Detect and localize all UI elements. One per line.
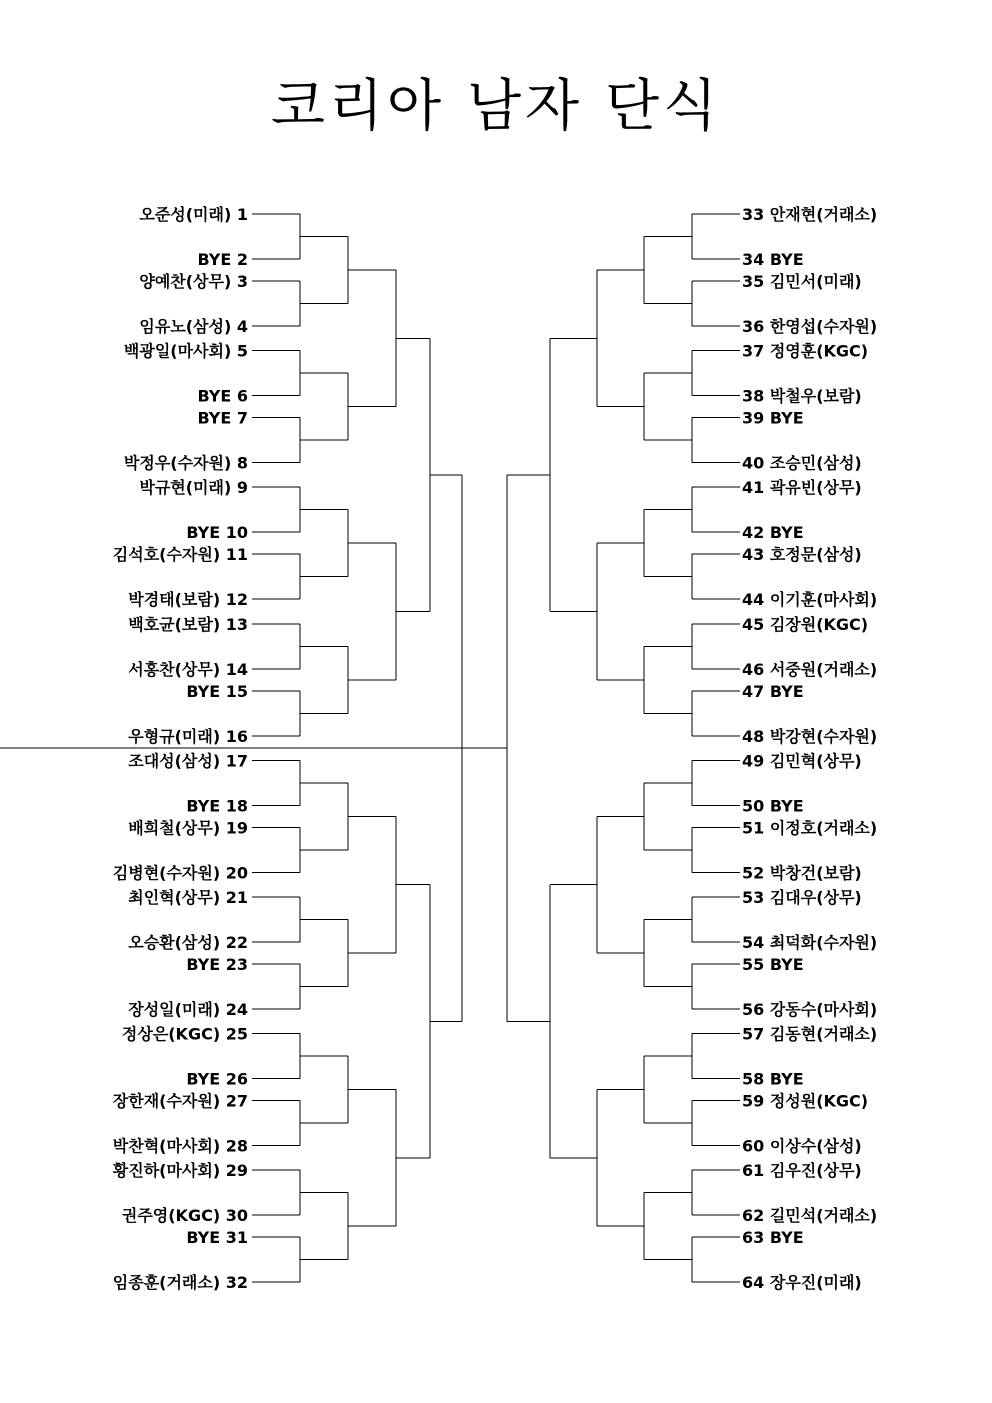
player-name: 배희철(상무): [128, 818, 221, 838]
bracket-entry: [186, 523, 248, 542]
seed-number: 62: [742, 1206, 765, 1226]
player-name: 정성원(KGC): [769, 1091, 869, 1111]
player-name: 서홍찬(상무): [128, 659, 221, 679]
bracket-entry: [139, 317, 248, 336]
bracket-entry: [742, 1206, 877, 1225]
bracket-entry: [742, 682, 804, 701]
player-name: 최덕화(수자원): [769, 933, 878, 952]
player-name: 안재현(거래소): [769, 205, 878, 224]
player-name: 양예찬(상무): [139, 272, 232, 291]
seed-number: 29: [225, 1161, 248, 1181]
player-name: BYE: [197, 386, 232, 406]
seed-number: 9: [236, 478, 248, 498]
bracket-entry: [128, 615, 248, 634]
bracket-entry: [128, 751, 248, 770]
seed-number: 56: [742, 1000, 765, 1019]
player-name: BYE: [197, 250, 232, 269]
bracket-entry: [742, 523, 804, 542]
bracket-entry: [139, 478, 248, 497]
player-name: 이상수(삼성): [769, 1136, 862, 1156]
seed-number: 37: [742, 341, 765, 361]
player-name: BYE: [186, 523, 221, 543]
player-name: 조대성(삼성): [128, 751, 221, 771]
player-name: 황진하(마사회): [112, 1161, 221, 1181]
bracket-entry: [742, 272, 862, 291]
seed-number: 18: [225, 796, 248, 816]
bracket-entry: [742, 409, 804, 428]
seed-number: 21: [225, 888, 248, 907]
seed-number: 59: [742, 1091, 765, 1111]
seed-number: 41: [742, 478, 765, 498]
seed-number: 10: [225, 523, 248, 543]
seed-number: 51: [742, 818, 765, 838]
bracket-entry: [197, 250, 248, 269]
seed-number: 48: [742, 726, 765, 746]
seed-number: 45: [742, 614, 765, 634]
bracket-entry: [742, 751, 862, 770]
player-name: 박규현(미래): [139, 478, 232, 498]
player-name: 임유노(삼성): [139, 317, 232, 336]
seed-number: 25: [225, 1024, 248, 1044]
bracket-entry: [122, 1206, 248, 1225]
player-name: 박정우(수자원): [123, 453, 232, 473]
player-name: BYE: [769, 250, 804, 269]
player-name: BYE: [769, 408, 804, 428]
player-name: 서중원(거래소): [769, 659, 878, 679]
player-name: 임종훈(거래소): [112, 1273, 221, 1293]
seed-number: 34: [742, 250, 765, 269]
bracket-entry: [112, 1161, 248, 1180]
seed-number: 42: [742, 523, 765, 543]
player-name: BYE: [186, 955, 221, 974]
player-name: 박찬혁(마사회): [112, 1136, 221, 1156]
bracket-entry: [742, 1137, 862, 1156]
seed-number: 32: [225, 1273, 248, 1293]
seed-number: 52: [742, 863, 765, 883]
bracket-entry: [742, 660, 877, 679]
player-name: 박철우(보람): [769, 386, 862, 406]
player-name: 정상은(KGC): [121, 1024, 221, 1044]
page-title: 코리아 남자 단식: [270, 74, 722, 139]
seed-number: 39: [742, 408, 765, 428]
player-name: BYE: [186, 1228, 221, 1248]
seed-number: 22: [225, 933, 248, 952]
bracket-entry: [124, 342, 248, 361]
seed-number: 15: [225, 681, 248, 701]
player-name: 장한재(수자원): [112, 1091, 221, 1111]
bracket-entry: [742, 1161, 862, 1180]
seed-number: 23: [225, 955, 248, 974]
bracket-entry: [128, 590, 248, 609]
bracket-entry: [742, 615, 868, 634]
bracket-entry: [742, 342, 868, 361]
bracket-entry: [128, 818, 248, 837]
bracket-entry: [742, 727, 877, 746]
player-name: 백광일(마사회): [123, 341, 232, 361]
player-name: 강동수(마사회): [769, 1000, 878, 1019]
seed-number: 43: [742, 545, 765, 565]
bracket-entry: [742, 478, 862, 497]
player-name: 조승민(삼성): [769, 453, 862, 473]
seed-number: 26: [225, 1069, 248, 1089]
bracket-entry: [742, 1273, 862, 1292]
bracket-entry: [742, 590, 877, 609]
bracket-entry: [113, 863, 248, 882]
bracket-entry: [197, 409, 248, 428]
bracket-lines: [0, 214, 740, 1282]
seed-number: 40: [742, 453, 765, 473]
player-name: 오준성(미래): [139, 205, 232, 224]
bracket-entry: [742, 1025, 877, 1044]
seed-number: 61: [742, 1161, 765, 1181]
bracket-entry: [742, 933, 877, 952]
bracket-entry: [139, 205, 248, 224]
seed-number: 63: [742, 1228, 765, 1248]
player-name: 우형규(미래): [128, 726, 221, 746]
seed-number: 47: [742, 681, 765, 701]
seed-number: 28: [225, 1136, 248, 1156]
bracket-entry: [113, 1092, 248, 1111]
player-name: 김민서(미래): [769, 272, 862, 291]
seed-number: 35: [742, 272, 765, 291]
right-entries: [742, 205, 877, 1292]
player-name: 이기훈(마사회): [769, 590, 878, 610]
bracket-entry: [742, 454, 862, 473]
player-name: 이정호(거래소): [769, 818, 878, 838]
bracket-entry: [742, 545, 862, 564]
player-name: 김대우(상무): [769, 888, 862, 907]
seed-number: 60: [742, 1136, 765, 1156]
player-name: BYE: [769, 796, 804, 816]
bracket-entry: [113, 1273, 248, 1292]
seed-number: 27: [225, 1091, 248, 1111]
bracket-entry: [742, 863, 862, 882]
seed-number: 5: [236, 341, 248, 361]
player-name: 곽유빈(상무): [769, 478, 862, 498]
player-name: 김장원(KGC): [769, 614, 869, 634]
player-name: 김동현(거래소): [769, 1024, 878, 1044]
player-name: 정영훈(KGC): [769, 341, 869, 361]
seed-number: 24: [225, 1000, 248, 1019]
bracket-entry: [742, 818, 877, 837]
player-name: BYE: [186, 681, 221, 701]
bracket-entry: [742, 250, 804, 269]
seed-number: 4: [236, 317, 248, 336]
player-name: 최인혁(상무): [128, 888, 221, 907]
player-name: BYE: [197, 408, 232, 428]
player-name: BYE: [769, 1228, 804, 1248]
seed-number: 38: [742, 386, 765, 406]
seed-number: 44: [742, 590, 765, 610]
player-name: 백호균(보람): [128, 614, 221, 634]
player-name: BYE: [769, 955, 804, 974]
seed-number: 16: [225, 726, 248, 746]
seed-number: 49: [742, 751, 765, 771]
player-name: 박창건(보람): [769, 863, 862, 883]
seed-number: 11: [225, 545, 248, 565]
bracket-entry: [139, 272, 248, 291]
player-name: 김병현(수자원): [112, 863, 221, 883]
seed-number: 64: [742, 1273, 765, 1293]
bracket-entry: [128, 727, 248, 746]
seed-number: 19: [225, 818, 248, 838]
bracket-entry: [742, 955, 804, 974]
bracket-entry: [742, 387, 862, 406]
player-name: BYE: [769, 1069, 804, 1089]
seed-number: 6: [236, 386, 248, 406]
bracket-entry: [742, 1092, 868, 1111]
seed-number: 55: [742, 955, 765, 974]
player-name: 김우진(상무): [769, 1161, 862, 1181]
bracket-entry: [186, 682, 248, 701]
seed-number: 7: [236, 408, 248, 428]
player-name: 장성일(미래): [128, 1000, 221, 1019]
bracket-entry: [186, 1228, 248, 1247]
seed-number: 14: [225, 659, 248, 679]
player-name: BYE: [769, 523, 804, 543]
seed-number: 3: [236, 272, 248, 291]
player-name: 김석호(수자원): [112, 545, 221, 565]
seed-number: 1: [236, 205, 248, 224]
seed-number: 36: [742, 317, 765, 336]
bracket-entry: [186, 796, 248, 815]
player-name: BYE: [186, 1069, 221, 1089]
bracket-entry: [113, 1137, 248, 1156]
bracket-entry: [742, 796, 804, 815]
seed-number: 17: [225, 751, 248, 771]
bracket-entry: [197, 387, 248, 406]
bracket-entry: [128, 660, 248, 679]
seed-number: 31: [225, 1228, 248, 1248]
player-name: 박경태(보람): [128, 590, 221, 610]
bracket-entry: [186, 1070, 248, 1089]
player-name: 한영섭(수자원): [769, 317, 878, 336]
player-name: BYE: [769, 681, 804, 701]
bracket-entry: [742, 1070, 804, 1089]
player-name: 오승환(삼성): [128, 933, 221, 952]
player-name: BYE: [186, 796, 221, 816]
bracket-entry: [742, 1000, 877, 1019]
seed-number: 57: [742, 1024, 765, 1044]
seed-number: 30: [225, 1206, 248, 1226]
bracket-entry: [124, 454, 248, 473]
seed-number: 20: [225, 863, 248, 883]
player-name: 박강현(수자원): [769, 726, 878, 746]
seed-number: 58: [742, 1069, 765, 1089]
bracket-entry: [113, 545, 248, 564]
seed-number: 13: [225, 614, 248, 634]
player-name: 김민혁(상무): [769, 751, 862, 771]
player-name: 장우진(미래): [769, 1273, 862, 1293]
seed-number: 33: [742, 205, 765, 224]
seed-number: 50: [742, 796, 765, 816]
bracket-entry: [128, 1000, 248, 1019]
seed-number: 54: [742, 933, 765, 952]
player-name: 호정문(삼성): [769, 545, 862, 565]
bracket-entry: [128, 933, 248, 952]
seed-number: 53: [742, 888, 765, 907]
seed-number: 12: [225, 590, 248, 610]
seed-number: 8: [236, 453, 248, 473]
bracket-entry: [742, 205, 877, 224]
seed-number: 46: [742, 659, 765, 679]
player-name: 길민석(거래소): [769, 1206, 878, 1226]
seed-number: 2: [236, 250, 248, 269]
bracket-entry: [128, 888, 248, 907]
bracket-entry: [186, 955, 248, 974]
bracket-entry: [742, 1228, 804, 1247]
bracket-entry: [742, 888, 862, 907]
bracket-entry: [742, 317, 877, 336]
player-name: 권주영(KGC): [121, 1206, 221, 1226]
bracket-entry: [122, 1025, 248, 1044]
